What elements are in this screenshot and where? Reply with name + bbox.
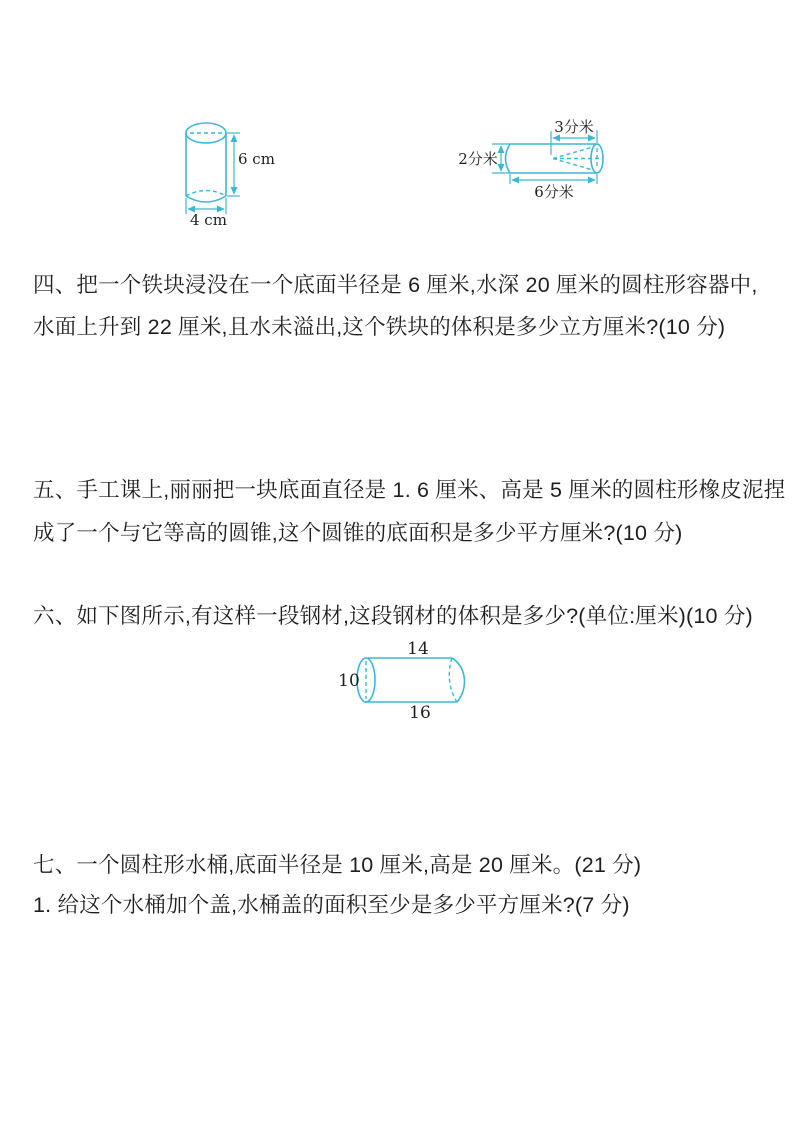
question-4-line-2: 水面上升到 22 厘米,且水未溢出,这个铁块的体积是多少立方厘米?(10 分) [33,315,726,339]
top-length-label: 14 [407,639,429,659]
diameter-label: 4 cm [190,211,227,229]
height-dimension [227,133,275,196]
diameter-label: 2分米 [458,150,498,168]
question-6-line-1: 六、如下图所示,有这样一段钢材,这段钢材的体积是多少?(单位:厘米)(10 分) [33,604,753,628]
oblique-cylinder-diagram [336,630,476,722]
vertical-cylinder-diagram [168,106,283,228]
question-4-line-1: 四、把一个铁块浸没在一个底面半径是 6 厘米,水深 20 厘米的圆柱形容器中, [33,273,758,297]
question-7-line-1: 七、一个圆柱形水桶,底面半径是 10 厘米,高是 20 厘米。(21 分) [33,853,642,877]
cylinder-shape [186,123,226,202]
question-5-line-1: 五、手工课上,丽丽把一块底面直径是 1. 6 厘米、高是 5 厘米的圆柱形橡皮泥捏 [33,478,786,502]
cone-depth-label: 3分米 [554,118,594,136]
height-label: 6 cm [238,150,275,168]
length-dimension [510,174,597,201]
question-7-sub-1: 1. 给这个水桶加个盖,水桶盖的面积至少是多少平方厘米?(7 分) [33,893,630,917]
cone-depth-dimension [551,118,597,155]
bottom-length-label: 16 [409,703,431,723]
length-label: 6分米 [534,183,574,201]
diameter-label: 10 [338,671,360,691]
bored-cylinder-diagram [456,103,626,203]
cylinder-shape [357,658,464,702]
diameter-dimension [458,144,510,173]
question-5-line-2: 成了一个与它等高的圆锥,这个圆锥的底面积是多少平方厘米?(10 分) [33,521,683,545]
cone-bore [553,147,603,170]
